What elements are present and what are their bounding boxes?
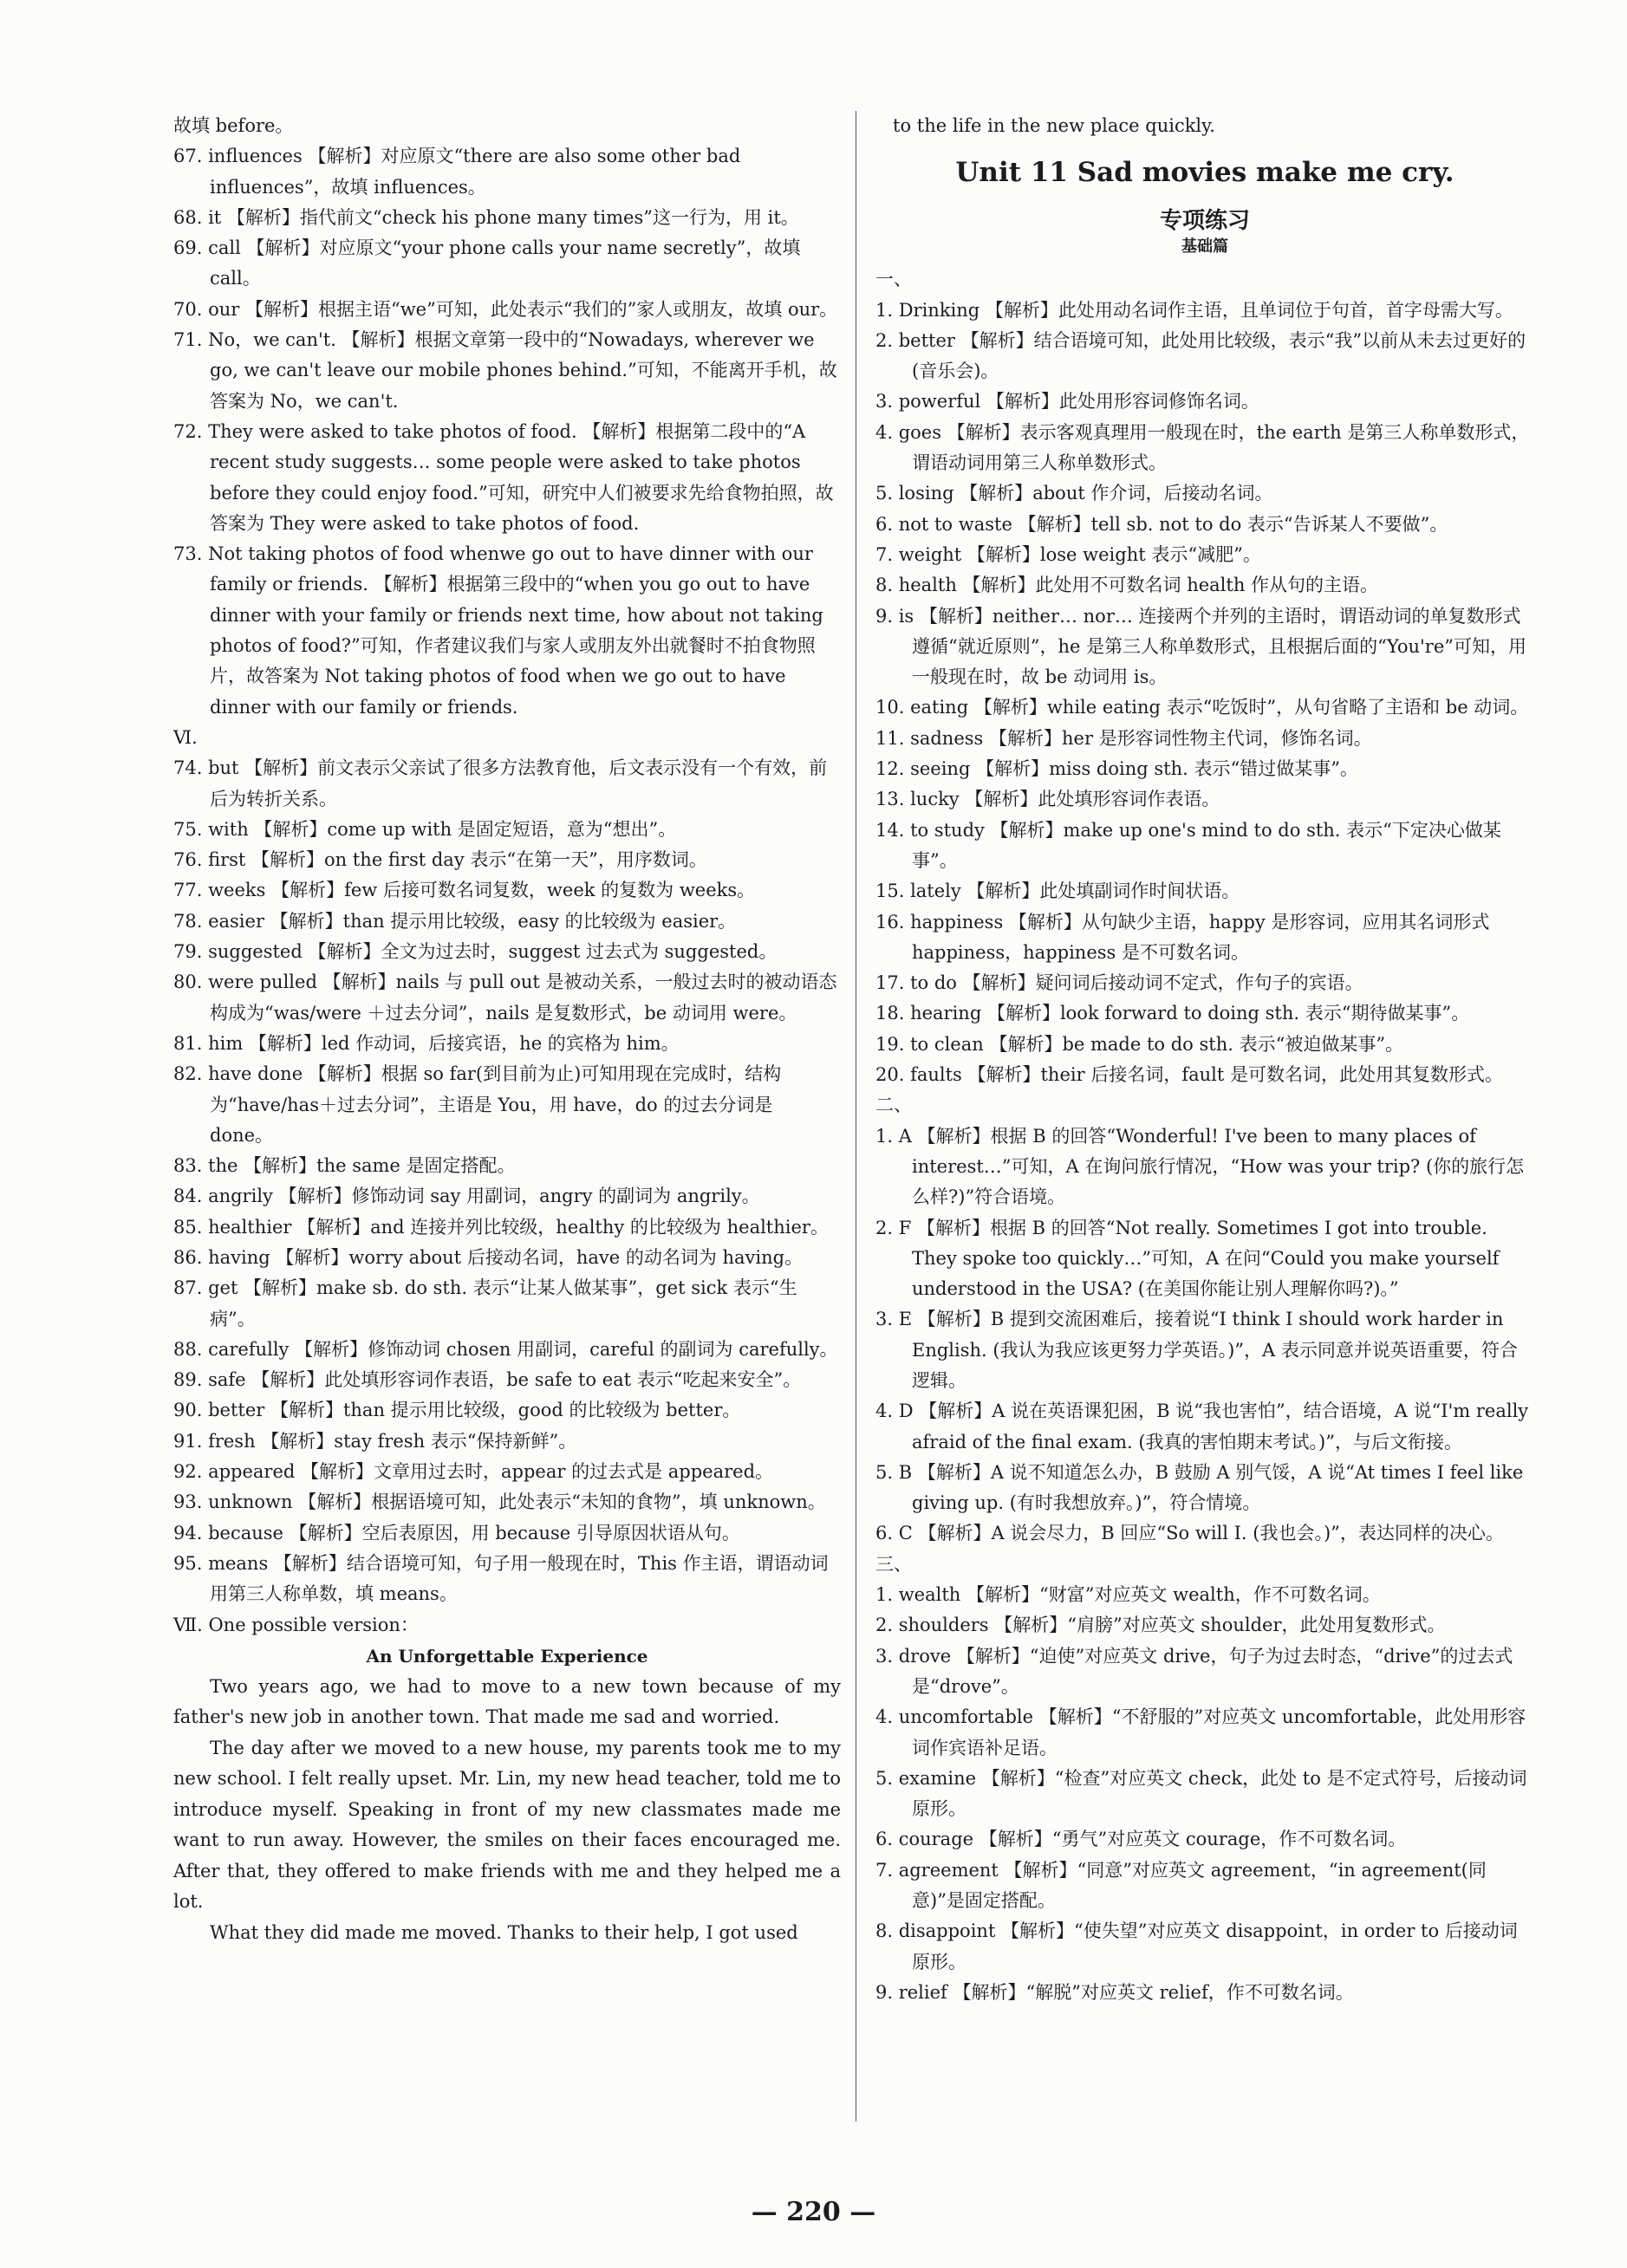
answer-item: 87. get 【解析】make sb. do sth. 表示“让某人做某事”，get sick 表示“生病”。 bbox=[173, 1277, 797, 1329]
answer-item: 5. losing 【解析】about 作介词，后接动名词。 bbox=[875, 483, 1273, 504]
essay-continuation: to the life in the new place quickly. bbox=[893, 115, 1215, 136]
answer-item: 9. is 【解析】neither… nor… 连接两个并列的主语时，谓语动词的单复数形式遵循“就近原则”，he 是第三人称单数形式，且根据后面的“You're”可知，用一般现在时，故 be 动词用 is。 bbox=[875, 605, 1527, 688]
answer-item: 2. shoulders 【解析】“肩膀”对应英文 shoulder，此处用复数形式。 bbox=[875, 1615, 1446, 1636]
section-title: 专项练习 bbox=[1159, 208, 1250, 235]
answer-item: 68. it 【解析】指代前文“check his phone many times”这一行为，用 it。 bbox=[173, 206, 799, 228]
answer-item: 4. uncomfortable 【解析】“不舒服的”对应英文 uncomfortable，此处用形容词作宾语补足语。 bbox=[875, 1706, 1526, 1758]
answer-item: 89. safe 【解析】此处填形容词作表语，be safe to eat 表示“吃起来安全”。 bbox=[173, 1369, 802, 1391]
answer-item: 1. Drinking 【解析】此处用动名词作主语，且单词位于句首，首字母需大写。 bbox=[875, 299, 1513, 321]
answer-item: 10. eating 【解析】while eating 表示“吃饭时”，从句省略了主语和 be 动词。 bbox=[875, 697, 1529, 718]
part-label: 三、 bbox=[875, 1553, 912, 1575]
essay-title: An Unforgettable Experience bbox=[366, 1645, 648, 1667]
answer-item: 93. unknown 【解析】根据语境可知，此处表示“未知的食物”，填 unknown。 bbox=[173, 1491, 826, 1513]
answer-item: 69. call 【解析】对应原文“your phone calls your name secretly”，故填 call。 bbox=[173, 237, 801, 289]
answer-item: 4. D 【解析】A 说在英语课犯困，B 说“我也害怕”，结合语境，A 说“I'm really afraid of the final exam. (我真的害怕期末考试。)”，与后文衔接。 bbox=[875, 1400, 1529, 1452]
answer-item: 6. courage 【解析】“勇气”对应英文 courage，作不可数名词。 bbox=[875, 1829, 1407, 1850]
answer-item: 76. first 【解析】on the first day 表示“在第一天”，用序数词。 bbox=[173, 849, 707, 871]
answer-item: 74. but 【解析】前文表示父亲试了很多方法教育他，后文表示没有一个有效，前后为转折关系。 bbox=[173, 757, 828, 809]
answer-item: 84. angrily 【解析】修饰动词 say 用副词，angry 的副词为 angrily。 bbox=[173, 1186, 760, 1207]
essay-paragraph: The day after we moved to a new house, my parents took me to my new school. I felt really upset. Mr. Lin, my new head teacher, told me to introduce myself. Speaking in front of my new classmates made me want to run away. However, the smiles on their faces encouraged me. After that, they offered to make friends with me and they helped me a lot. bbox=[173, 1737, 841, 1913]
answer-item: 94. because 【解析】空后表原因，用 because 引导原因状语从句。 bbox=[173, 1522, 740, 1543]
answer-item: 5. B 【解析】A 说不知道怎么办，B 鼓励 A 别气馁，A 说“At times I feel like giving up. (有时我想放弃。)”，符合情境。 bbox=[875, 1461, 1524, 1514]
answer-item: 7. weight 【解析】lose weight 表示“减肥”。 bbox=[875, 543, 1261, 565]
answer-item: 16. happiness 【解析】从句缺少主语，happy 是形容词，应用其名词形式 happiness，happiness 是不可数名词。 bbox=[875, 911, 1490, 963]
part-label: 二、 bbox=[875, 1095, 912, 1116]
left-column bbox=[173, 111, 841, 1948]
answer-item: 2. F 【解析】根据 B 的回答“Not really. Sometimes I got into trouble. They spoke too quickly…”可知，A 在问“Could you make yourself understood in the USA? (在美国你能让别人理解你吗?)。” bbox=[875, 1217, 1500, 1300]
answer-item: 6. not to waste 【解析】tell sb. not to do 表示“告诉某人不要做”。 bbox=[875, 513, 1448, 535]
answer-item: 4. goes 【解析】表示客观真理用一般现在时，the earth 是第三人称单数形式，谓语动词用第三人称单数形式。 bbox=[875, 421, 1530, 474]
answer-item: 2. better 【解析】结合语境可知，此处用比较级，表示“我”以前从未去过更好的(音乐会)。 bbox=[875, 329, 1526, 382]
answer-item: 85. healthier 【解析】and 连接并列比较级，healthy 的比较级为 healthier。 bbox=[173, 1216, 829, 1238]
answer-item: 78. easier 【解析】than 提示用比较级，easy 的比较级为 easier。 bbox=[173, 910, 737, 932]
answer-item: 83. the 【解析】the same 是固定搭配。 bbox=[173, 1155, 516, 1177]
essay-paragraph: Two years ago, we had to move to a new town because of my father's new job in another town. That made me sad and worried. bbox=[173, 1675, 841, 1728]
answer-item: 67. influences 【解析】对应原文“there are also some other bad influences”，故填 influences。 bbox=[173, 146, 741, 198]
answer-item: 81. him 【解析】led 作动词，后接宾语，he 的宾格为 him。 bbox=[173, 1032, 680, 1054]
answer-item: 6. C 【解析】A 说会尽力，B 回应“So will I. (我也会。)”，表达同样的决心。 bbox=[875, 1523, 1504, 1544]
answer-item: 75. with 【解析】come up with 是固定短语，意为“想出”。 bbox=[173, 818, 677, 840]
answer-item: 18. hearing 【解析】look forward to doing sth. 表示“期待做某事”。 bbox=[875, 1003, 1470, 1024]
answer-item: 15. lately 【解析】此处填副词作时间状语。 bbox=[875, 881, 1240, 902]
answer-item: 70. our 【解析】根据主语“we”可知，此处表示“我们的”家人或朋友，故填 our。 bbox=[173, 298, 838, 320]
answer-item: 3. drove 【解析】“迫使”对应英文 drive，句子为过去时态，“drive”的过去式是“drove”。 bbox=[875, 1645, 1513, 1697]
answer-item: 20. faults 【解析】their 后接名词，fault 是可数名词，此处用其复数形式。 bbox=[875, 1064, 1503, 1086]
answer-item: 3. powerful 【解析】此处用形容词修饰名词。 bbox=[875, 391, 1259, 413]
answer-item: 73. Not taking photos of food whenwe go out to have dinner with our family or friends. 【解析】根据第三段中的“when you go out to have dinner with your family or friends next time, how about not taking photos of food?”可知，作者建议我们与家人或朋友外出就餐时不拍食物照片，故答案为 Not taking photos of food when we go out to have dinner with our family or friends. bbox=[173, 543, 823, 718]
answer-item: 1. A 【解析】根据 B 的回答“Wonderful! I've been to many places of interest…”可知，A 在询问旅行情况，“How was your trip? (你的旅行怎么样?)”符合语境。 bbox=[875, 1125, 1525, 1208]
answer-item: 82. have done 【解析】根据 so far(到目前为止)可知用现在完成时，结构为“have/has＋过去分词”，主语是 You，用 have，do 的过去分词是 done。 bbox=[173, 1063, 782, 1146]
answer-item: 11. sadness 【解析】her 是形容词性物主代词，修饰名词。 bbox=[875, 727, 1372, 749]
answer-item: 故填 before。 bbox=[173, 115, 294, 136]
answer-item: 95. means 【解析】结合语境可知，句子用一般现在时，This 作主语，谓语动词用第三人称单数，填 means。 bbox=[173, 1552, 829, 1605]
answer-item: 12. seeing 【解析】miss doing sth. 表示“错过做某事”。 bbox=[875, 758, 1358, 780]
answer-item: 92. appeared 【解析】文章用过去时，appear 的过去式是 appeared。 bbox=[173, 1461, 774, 1483]
unit-title: Unit 11 Sad movies make me cry. bbox=[955, 157, 1455, 189]
answer-item: 72. They were asked to take photos of food. 【解析】根据第二段中的“A recent study suggests… some people were asked to take photos before they could enjoy food.”可知，研究中人们被要求先给食物拍照，故答案为 They were asked to take photos of food. bbox=[173, 420, 834, 534]
right-column bbox=[875, 111, 1534, 2008]
answer-item: 5. examine 【解析】“检查”对应英文 check，此处 to 是不定式符号，后接动词原形。 bbox=[875, 1767, 1527, 1820]
answer-item: 77. weeks 【解析】few 后接可数名词复数，week 的复数为 weeks。 bbox=[173, 880, 756, 901]
section-subtitle: 基础篇 bbox=[1181, 237, 1228, 257]
answer-item: 80. were pulled 【解析】nails 与 pull out 是被动关系，一般过去时的被动语态构成为“was/were ＋过去分词”，nails 是复数形式，be 动词用 were。 bbox=[173, 972, 837, 1024]
page-number: — 220 — bbox=[751, 2197, 876, 2227]
answer-item: 13. lucky 【解析】此处填形容词作表语。 bbox=[875, 789, 1220, 810]
answer-item: 9. relief 【解析】“解脱”对应英文 relief，作不可数名词。 bbox=[875, 1981, 1354, 2003]
answer-item: 71. No，we can't. 【解析】根据文章第一段中的“Nowadays, wherever we go, we can't leave our mobile phones behind.”可知，不能离开手机，故答案为 No，we can't. bbox=[173, 329, 837, 412]
answer-item: 86. having 【解析】worry about 后接动名词，have 的动名词为 having。 bbox=[173, 1246, 804, 1268]
part-label: 一、 bbox=[875, 269, 912, 290]
answer-item: 79. suggested 【解析】全文为过去时，suggest 过去式为 suggested。 bbox=[173, 941, 778, 963]
answer-item: 7. agreement 【解析】“同意”对应英文 agreement，“in agreement(同意)”是固定搭配。 bbox=[875, 1859, 1487, 1912]
answer-item: 8. disappoint 【解析】“使失望”对应英文 disappoint，in order to 后接动词原形。 bbox=[875, 1920, 1518, 1972]
answer-item: 91. fresh 【解析】stay fresh 表示“保持新鲜”。 bbox=[173, 1430, 577, 1452]
section-label: Ⅶ. One possible version： bbox=[173, 1614, 419, 1635]
answer-item: 3. E 【解析】B 提到交流困难后，接着说“I think I should work harder in English. (我认为我应该更努力学英语。)”，A 表示同意并说英语重要，符合逻辑。 bbox=[875, 1309, 1518, 1391]
answer-item: 19. to clean 【解析】be made to do sth. 表示“被迫做某事”。 bbox=[875, 1033, 1404, 1055]
answer-item: 14. to study 【解析】make up one's mind to do sth. 表示“下定决心做某事”。 bbox=[875, 819, 1501, 871]
answer-item: 8. health 【解析】此处用不可数名词 health 作从句的主语。 bbox=[875, 575, 1379, 596]
section-label: Ⅵ. bbox=[173, 726, 198, 748]
essay-paragraph: What they did made me moved. Thanks to their help, I got used bbox=[210, 1921, 798, 1943]
answer-item: 1. wealth 【解析】“财富”对应英文 wealth，作不可数名词。 bbox=[875, 1584, 1381, 1606]
answer-item: 17. to do 【解析】疑问词后接动词不定式，作句子的宾语。 bbox=[875, 972, 1363, 994]
answer-item: 90. better 【解析】than 提示用比较级，good 的比较级为 better。 bbox=[173, 1400, 741, 1421]
answer-item: 88. carefully 【解析】修饰动词 chosen 用副词，careful 的副词为 carefully。 bbox=[173, 1338, 838, 1360]
